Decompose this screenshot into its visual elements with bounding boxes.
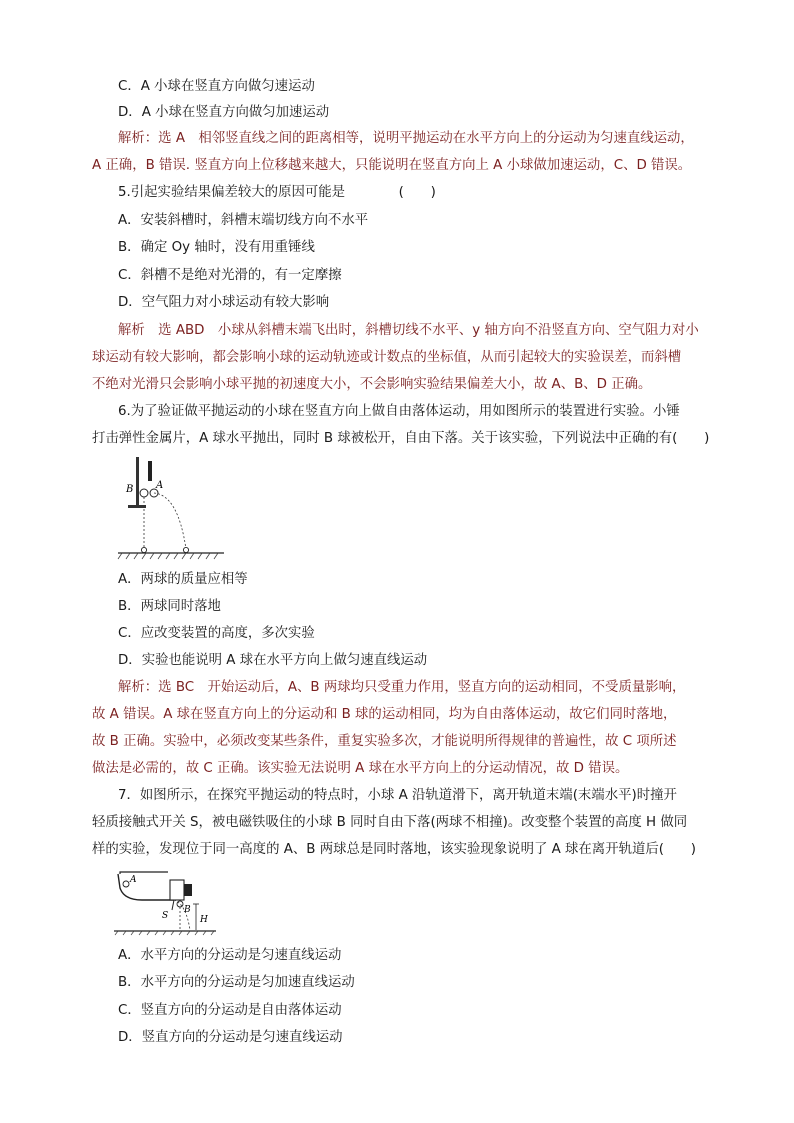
answer-q5-line2: 球运动有较大影响，都会影响小球的运动轨迹或计数点的坐标值，从而引起较大的实验误差，而斜槽 [92,350,682,365]
option-c-q6: C．应改变装置的高度，多次实验 [118,626,315,641]
option-c-q4: C．A 小球在竖直方向做匀速运动 [118,79,315,94]
option-d-q7: D．竖直方向的分运动是匀速直线运动 [118,1030,343,1045]
option-c-q7: C．竖直方向的分运动是自由落体运动 [118,1003,342,1018]
answer-q6-line3: 故 B 正确。实验中，必须改变某些条件，重复实验多次，才能说明所得规律的普遍性，故 C 项所述 [92,734,677,749]
question-6-line2: 打击弹性金属片，A 球水平抛出，同时 B 球被松开，自由下落。关于该实验，下列说法中正确的有( ) [92,431,710,446]
option-c-q5: C．斜槽不是绝对光滑的，有一定摩擦 [118,268,342,283]
option-d-q6: D．实验也能说明 A 球在水平方向上做匀速直线运动 [118,653,428,668]
label-h: H [200,915,208,925]
question-6-line1: 6.为了验证做平抛运动的小球在竖直方向上做自由落体运动，用如图所示的装置进行实验。小锤 [118,404,680,419]
answer-q4-line1: 解析：选 A 相邻竖直线之间的距离相等，说明平抛运动在水平方向上的分运动为匀速直线运动， [118,131,694,146]
question-7-line1: 7．如图所示，在探究平抛运动的特点时，小球 A 沿轨道滑下，离开轨道末端(末端水平)时撞开 [118,788,677,803]
option-a-q5: A．安装斜槽时，斜槽末端切线方向不水平 [118,213,369,228]
answer-q5-line3: 不绝对光滑只会影响小球平抛的初速度大小，不会影响实验结果偏差大小，故 A、B、D 正确。 [92,377,652,392]
label-b: B [126,484,134,495]
label-b: B [184,905,191,915]
question-7-line2: 轻质接触式开关 S，被电磁铁吸住的小球 B 同时自由下落(两球不相撞)。改变整个装置的高度 H 做同 [92,815,688,830]
answer-q5-line1: 解析 选 ABD 小球从斜槽末端飞出时，斜槽切线不水平、y 轴方向不沿竖直方向、空气阻力对小 [118,323,699,338]
answer-q4-line2: A 正确，B 错误. 竖直方向上位移越来越大，只能说明在竖直方向上 A 小球做加速运动，C、D 错误。 [92,158,692,173]
option-b-q5: B．确定 Oy 轴时，没有用重锤线 [118,240,315,255]
label-s: S [162,911,169,921]
answer-q6-line1: 解析：选 BC 开始运动后，A、B 两球均只受重力作用，竖直方向的运动相同，不受质量影响， [118,680,686,695]
option-d-q4: D．A 小球在竖直方向做匀加速运动 [118,105,330,120]
option-a-q7: A．水平方向的分运动是匀速直线运动 [118,948,342,963]
label-a: A [156,480,164,491]
option-a-q6: A．两球的质量应相等 [118,572,248,587]
option-b-q7: B．水平方向的分运动是匀加速直线运动 [118,975,355,990]
question-7-line3: 样的实验，发现位于同一高度的 A、B 两球总是同时落地，该实验现象说明了 A 球在离开轨道后( ) [92,842,696,857]
question-5: 5.引起实验结果偏差较大的原因可能是 ( ) [118,185,436,200]
answer-q6-line4: 做法是必需的，故 C 正确。该实验无法说明 A 球在水平方向上的分运动情况，故 D 错误。 [92,761,629,776]
track-switch-apparatus-figure [112,866,222,936]
answer-q6-line2: 故 A 错误。A 球在竖直方向上的分运动和 B 球的运动相同，均为自由落体运动，故它们同时落地， [92,707,677,722]
option-b-q6: B．两球同时落地 [118,599,221,614]
option-d-q5: D．空气阻力对小球运动有较大影响 [118,295,330,310]
label-a: A [130,875,137,885]
free-fall-apparatus-figure [112,455,232,563]
